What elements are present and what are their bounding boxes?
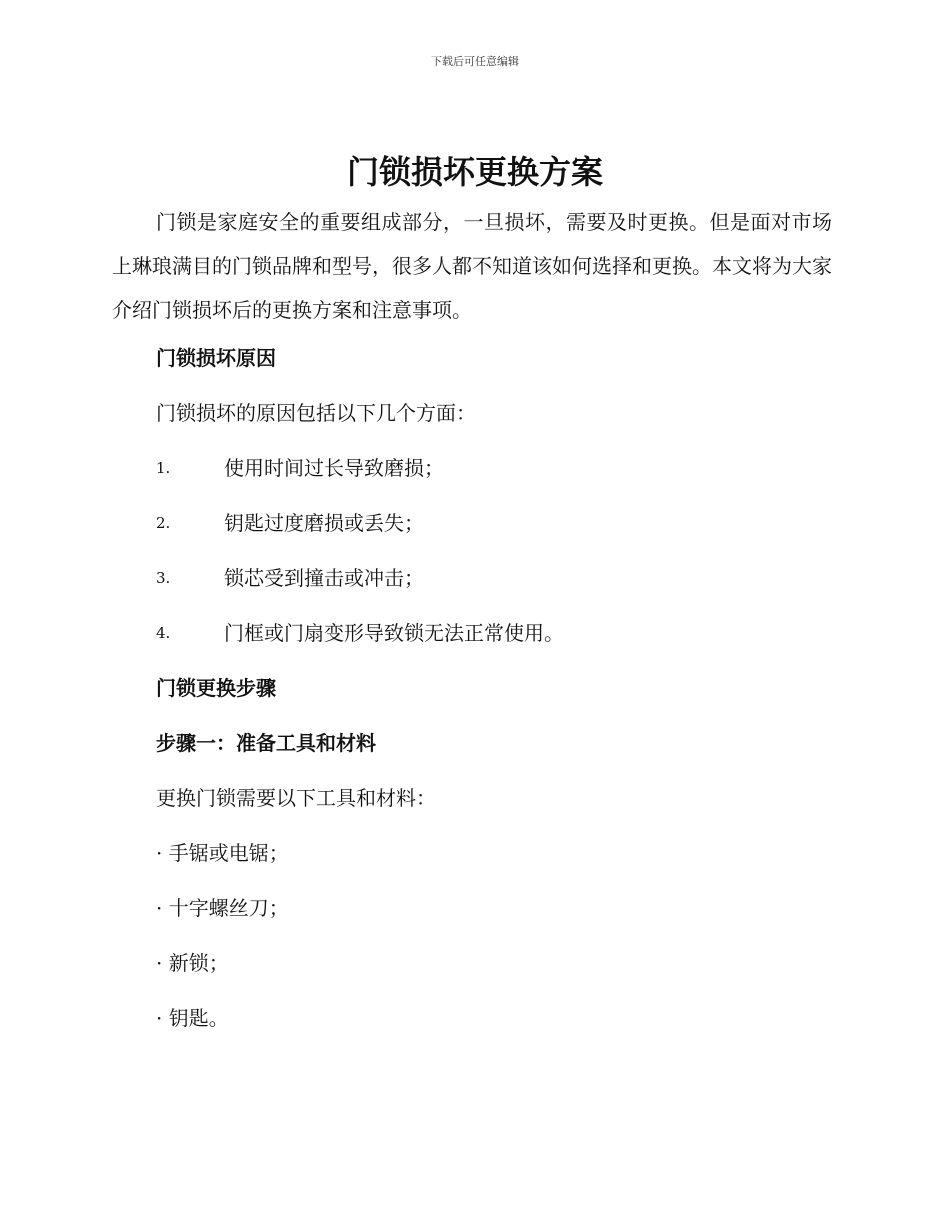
list-item-number: 2. bbox=[156, 514, 171, 532]
intro-paragraph: 门锁是家庭安全的重要组成部分，一旦损坏，需要及时更换。但是面对市场上琳琅满目的门锁品牌和型号，很多人都不知道该如何选择和更换。本文将为大家介绍门锁损坏后的更换方案和注意事项。 bbox=[112, 210, 832, 322]
list-item-number: 3. bbox=[156, 569, 171, 587]
bullet-item: · 钥匙。 bbox=[156, 1006, 229, 1030]
step-one-heading: 步骤一：准备工具和材料 bbox=[156, 731, 376, 755]
causes-lead-text: 门锁损坏的原因包括以下几个方面： bbox=[156, 401, 476, 425]
list-item-text: 使用时间过长导致磨损； bbox=[224, 456, 444, 480]
section-heading-replacement-steps: 门锁更换步骤 bbox=[156, 676, 276, 700]
bullet-item: · 十字螺丝刀； bbox=[156, 896, 289, 920]
page-header: 下载后可任意编辑 bbox=[431, 55, 519, 68]
list-item-number: 1. bbox=[156, 459, 171, 477]
list-item-text: 钥匙过度磨损或丢失； bbox=[224, 511, 424, 535]
bullet-item: · 手锯或电锯； bbox=[156, 841, 289, 865]
section-heading-damage-causes: 门锁损坏原因 bbox=[156, 346, 276, 370]
list-item-text: 门框或门扇变形导致锁无法正常使用。 bbox=[224, 621, 564, 645]
list-item-number: 4. bbox=[156, 624, 171, 642]
bullet-item: · 新锁； bbox=[156, 951, 229, 975]
document-title: 门锁损坏更换方案 bbox=[346, 153, 603, 191]
list-item-text: 锁芯受到撞击或冲击； bbox=[224, 566, 424, 590]
tools-lead-text: 更换门锁需要以下工具和材料： bbox=[156, 786, 436, 810]
